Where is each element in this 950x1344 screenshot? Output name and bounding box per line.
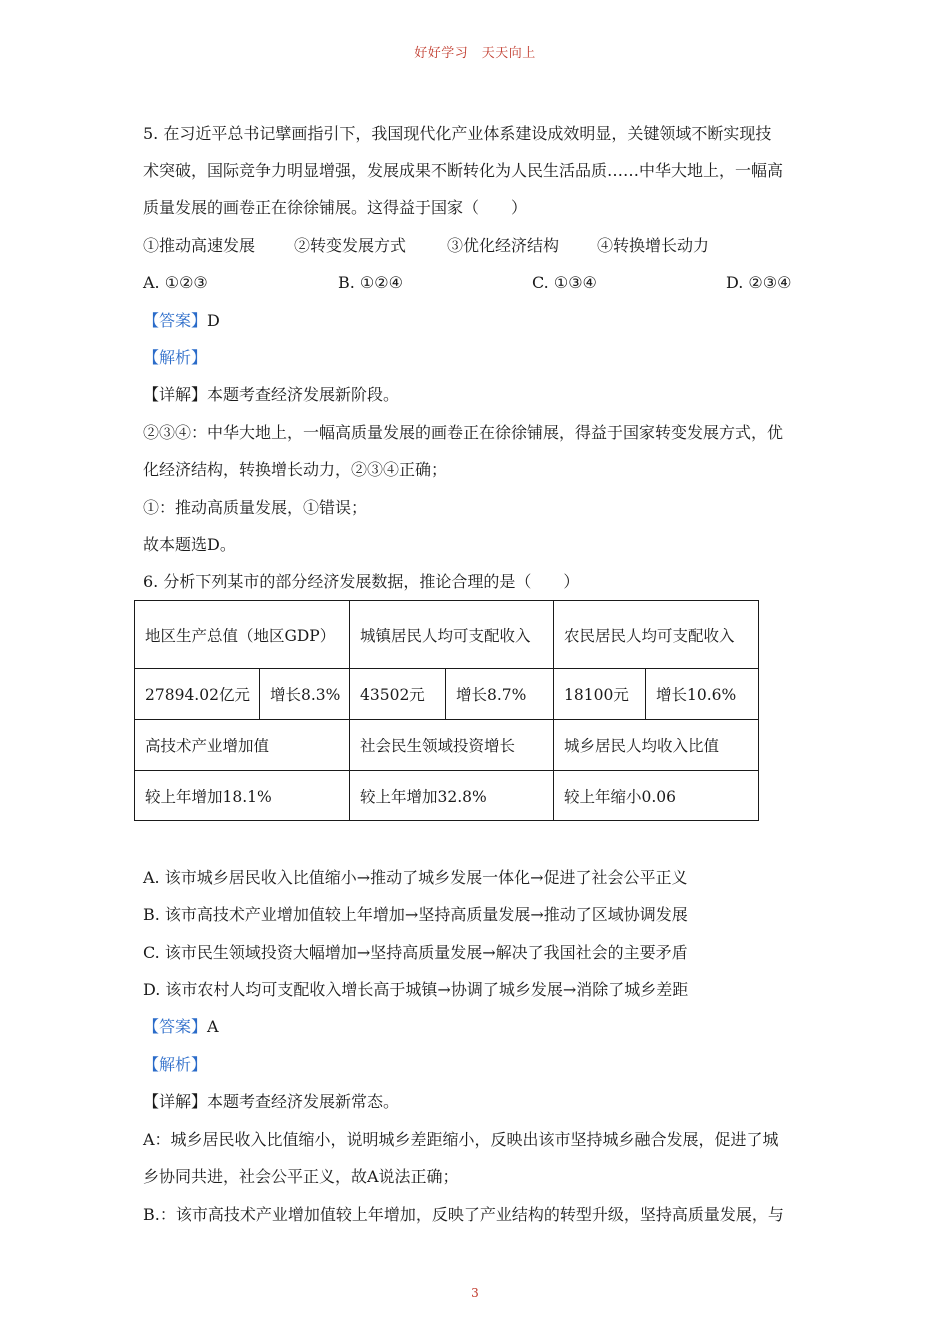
table-cell-ratio-label: 城乡居民人均收入比值: [554, 720, 759, 771]
q6-option-b: B. 该市高技术产业增加值较上年增加→坚持高质量发展→推动了区域协调发展: [143, 905, 688, 924]
table-cell-investment-value: 较上年增加32.8%: [350, 771, 554, 821]
table-header-rural-income: 农民居民人均可支配收入: [554, 601, 759, 669]
q5-option-b: B. ①②④: [338, 273, 403, 292]
q6-stem: 6. 分析下列某市的部分经济发展数据，推论合理的是（ ）: [143, 572, 580, 591]
table-cell-hightech-label: 高技术产业增加值: [135, 720, 350, 771]
table-cell-rural-value: 18100元: [554, 669, 646, 720]
q5-item-3: ③优化经济结构: [447, 236, 560, 255]
q5-detail-text-1: 本题考查经济发展新阶段。: [207, 385, 400, 404]
q5-analysis-tag: 【解析】: [143, 348, 208, 367]
q6-option-a: A. 该市城乡居民收入比值缩小→推动了城乡发展一体化→促进了社会公平正义: [143, 868, 688, 887]
q5-detail-line-2: ②③④：中华大地上，一幅高质量发展的画卷正在徐徐铺展，得益于国家转变发展方式，优: [143, 423, 784, 442]
q5-stem-line-2: 术突破，国际竞争力明显增强，发展成果不断转化为人民生活品质……中华大地上，一幅高: [143, 161, 784, 180]
q5-detail-line-3: 化经济结构，转换增长动力，②③④正确；: [143, 460, 448, 479]
q5-answer: [143, 311, 220, 331]
q5-option-c: C. ①③④: [532, 273, 597, 292]
q5-item-1: ①推动高速发展: [143, 236, 256, 255]
table-header-urban-income: 城镇居民人均可支配收入: [350, 601, 554, 669]
q6-option-c: C. 该市民生领域投资大幅增加→坚持高质量发展→解决了我国社会的主要矛盾: [143, 943, 688, 962]
q5-item-4: ④转换增长动力: [597, 236, 710, 255]
q5-detail-tag: 【详解】: [143, 385, 208, 404]
table-cell-urban-value: 43502元: [350, 669, 446, 720]
q6-detail-tag: 【详解】: [143, 1092, 208, 1111]
q5-options: [143, 273, 803, 293]
q6-detail-text-1: 本题考查经济发展新常态。: [207, 1092, 400, 1111]
table-cell-gdp-value: 27894.02亿元: [135, 669, 260, 720]
q6-detail-line-1: [143, 1092, 399, 1112]
q5-detail-line-1: [143, 385, 399, 405]
table-cell-hightech-value: 较上年增加18.1%: [135, 771, 350, 821]
page-number: 3: [471, 1286, 479, 1300]
table-cell-gdp-growth: 增长8.3%: [260, 669, 350, 720]
q5-stem-line-3: 质量发展的画卷正在徐徐铺展。这得益于国家（ ）: [143, 198, 528, 217]
q6-analysis-tag: 【解析】: [143, 1055, 208, 1074]
q6-option-d: D. 该市农村人均可支配收入增长高于城镇→协调了城乡发展→消除了城乡差距: [143, 980, 689, 999]
q6-detail-line-2: A：城乡居民收入比值缩小，说明城乡差距缩小，反映出该市坚持城乡融合发展，促进了城: [143, 1130, 779, 1149]
q5-option-d: D. ②③④: [726, 273, 792, 292]
q6-data-table: [134, 600, 759, 821]
q6-detail-line-4: B.：该市高技术产业增加值较上年增加，反映了产业结构的转型升级，坚持高质量发展，与: [143, 1205, 784, 1224]
q6-answer: [143, 1017, 219, 1037]
table-cell-rural-growth: 增长10.6%: [646, 669, 759, 720]
q6-answer-value: A: [207, 1017, 219, 1036]
table-cell-investment-label: 社会民生领域投资增长: [350, 720, 554, 771]
q6-detail-line-3: 乡协同共进，社会公平正义，故A说法正确；: [143, 1167, 459, 1186]
q5-detail-line-5: 故本题选D。: [143, 535, 236, 554]
table-row: [135, 771, 759, 821]
q5-stem-line-1: 5. 在习近平总书记擘画指引下，我国现代化产业体系建设成效明显，关键领域不断实现技: [143, 124, 772, 143]
table-cell-urban-growth: 增长8.7%: [446, 669, 554, 720]
table-cell-ratio-value: 较上年缩小0.06: [554, 771, 759, 821]
page-header: 好好学习 天天向上: [414, 46, 536, 61]
table-row: [135, 720, 759, 771]
q5-answer-value: D: [207, 311, 220, 330]
table-header-gdp: 地区生产总值（地区GDP）: [135, 601, 350, 669]
table-row: [135, 669, 759, 720]
q5-option-a: A. ①②③: [143, 273, 208, 292]
q5-items: [143, 236, 803, 256]
q5-answer-tag: 【答案】: [143, 311, 208, 330]
table-row: [135, 601, 759, 669]
q5-item-2: ②转变发展方式: [294, 236, 407, 255]
q5-detail-line-4: ①：推动高质量发展，①错误；: [143, 498, 368, 517]
q6-answer-tag: 【答案】: [143, 1017, 208, 1036]
